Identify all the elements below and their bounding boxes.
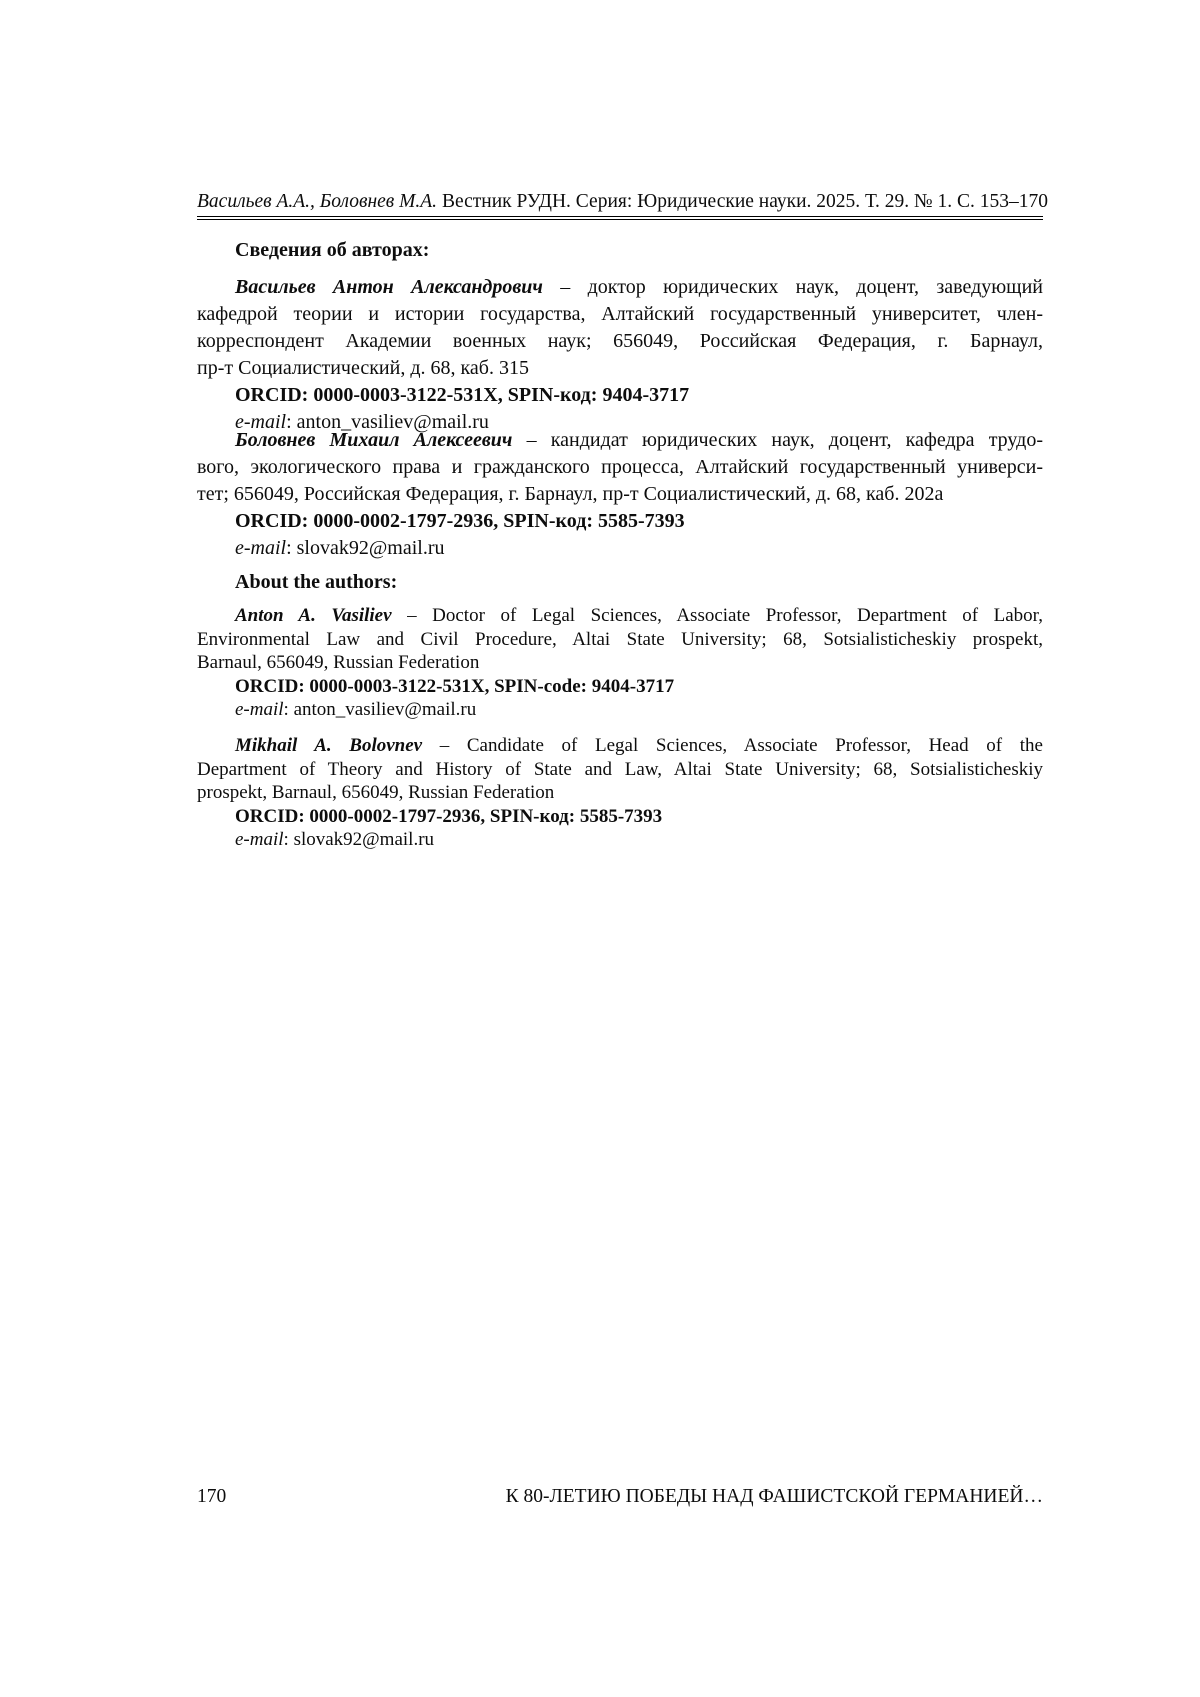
- author-line: [197, 734, 1043, 758]
- email-address: : anton_vasiliev@mail.ru: [283, 699, 477, 720]
- running-title: К 80-ЛЕТИЮ ПОБЕДЫ НАД ФАШИСТСКОЙ ГЕРМАНИЕЙ…: [505, 1486, 1043, 1507]
- running-header-authors: Васильев А.А., Боловнев М.А.: [197, 191, 438, 212]
- author-line: тет; 656049, Российская Федерация, г. Барнаул, пр-т Социалистический, д. 68, каб. 202а: [197, 483, 944, 505]
- author-name: Mikhail A. Bolovnev: [235, 735, 423, 756]
- author-line: пр-т Социалистический, д. 68, каб. 315: [197, 357, 529, 379]
- author-line: [197, 427, 1043, 454]
- author-description: – кандидат юридических наук, доцент, кафедра трудо-: [512, 429, 1043, 451]
- email-address: : anton_vasiliev@mail.ru: [286, 411, 489, 433]
- author-line: prospekt, Barnaul, 656049, Russian Federation: [197, 782, 555, 803]
- author-line: [197, 604, 1043, 628]
- author-line: корреспондент Академии военных наук; 656049, Российская Федерация, г. Барнаул,: [197, 330, 1043, 352]
- section-heading-ru: Сведения об авторах:: [235, 239, 430, 261]
- author-block-bolovnev-en: [197, 734, 1043, 852]
- author-block-vasiliev-en: [197, 604, 1043, 722]
- author-line: Environmental Law and Civil Procedure, Altai State University; 68, Sotsialisticheskiy prospekt,: [197, 628, 1043, 650]
- email-address: : slovak92@mail.ru: [283, 829, 435, 850]
- orcid-line: ORCID: 0000-0003-3122-531X, SPIN-код: 9404-3717: [235, 384, 690, 406]
- section-heading-en: About the authors:: [235, 571, 398, 593]
- author-block-vasiliev-ru: [197, 274, 1043, 436]
- author-line: кафедрой теории и истории государства, Алтайский государственный университет, член-: [197, 303, 1043, 325]
- author-name: Васильев Антон Александрович: [235, 276, 543, 298]
- email-label: e-mail: [235, 411, 287, 433]
- header-double-rule: [197, 216, 1043, 220]
- running-header-citation: Вестник РУДН. Серия: Юридические науки. 2025. Т. 29. № 1. С. 153–170: [437, 191, 1048, 212]
- email-line: [197, 698, 1043, 722]
- author-name: Боловнев Михаил Алексеевич: [235, 429, 513, 451]
- page-footer: [197, 1484, 1043, 1509]
- author-description: – Doctor of Legal Sciences, Associate Professor, Department of Labor,: [391, 605, 1043, 626]
- author-block-bolovnev-ru: [197, 427, 1043, 562]
- email-line: [197, 535, 1043, 562]
- email-label: e-mail: [235, 699, 284, 720]
- page-number: 170: [197, 1486, 227, 1507]
- orcid-line: ORCID: 0000-0003-3122-531X, SPIN-code: 9404-3717: [235, 675, 675, 697]
- author-line: Barnaul, 656049, Russian Federation: [197, 652, 480, 673]
- author-name: Anton A. Vasiliev: [235, 605, 392, 626]
- author-line: вого, экологического права и гражданского процесса, Алтайский государственный универси-: [197, 456, 1043, 478]
- author-line: [197, 274, 1043, 301]
- author-description: – Candidate of Legal Sciences, Associate Professor, Head of the: [422, 735, 1043, 756]
- email-line: [197, 828, 1043, 852]
- running-header: [197, 189, 1048, 214]
- author-description: – доктор юридических наук, доцент, заведующий: [542, 276, 1043, 298]
- orcid-line: ORCID: 0000-0002-1797-2936, SPIN-код: 5585-7393: [235, 805, 663, 827]
- email-address: : slovak92@mail.ru: [286, 537, 445, 559]
- email-label: e-mail: [235, 829, 284, 850]
- orcid-line: ORCID: 0000-0002-1797-2936, SPIN-код: 5585-7393: [235, 510, 685, 532]
- author-line: Department of Theory and History of State and Law, Altai State University; 68, Sotsialisticheskiy: [197, 758, 1043, 780]
- email-label: e-mail: [235, 537, 287, 559]
